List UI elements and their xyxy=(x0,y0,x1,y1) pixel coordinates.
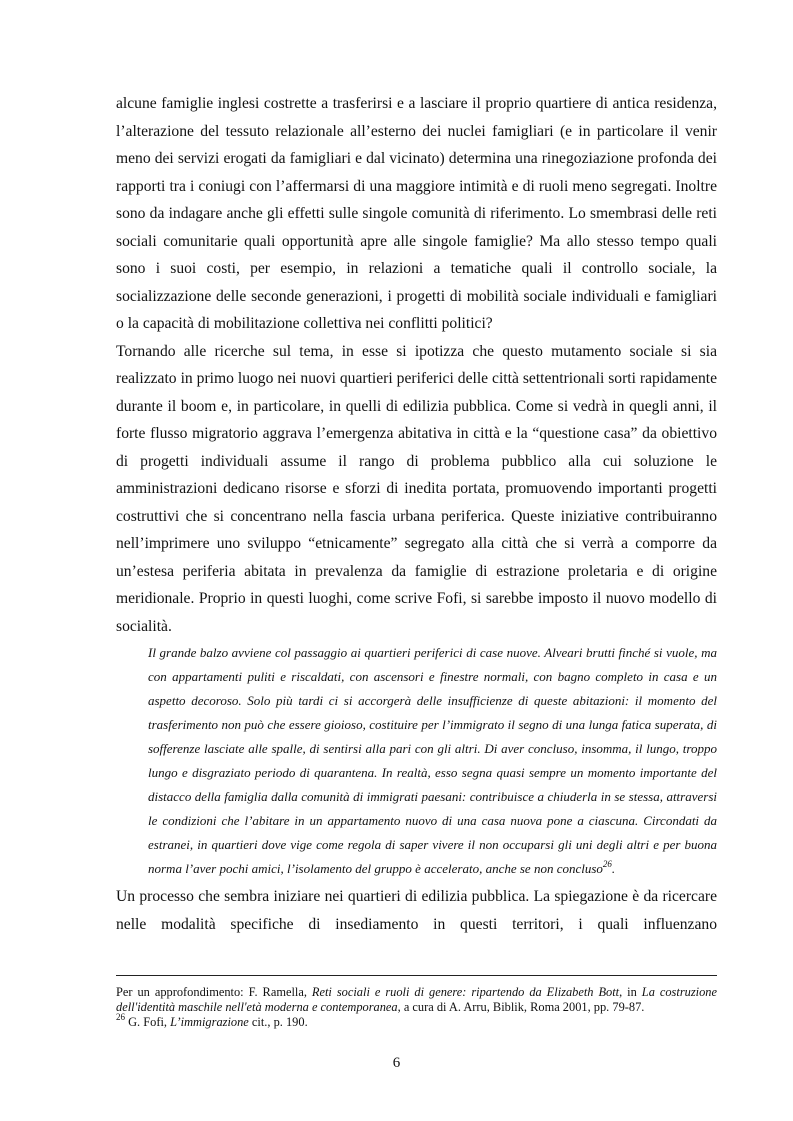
footnote-26-suffix: cit., p. 190. xyxy=(248,1015,308,1029)
footnote-continued-suffix: , a cura di A. Arru, Biblik, Roma 2001, pp. 79-87. xyxy=(397,1000,645,1014)
page-number: 6 xyxy=(392,1055,401,1071)
footnote-ref-26[interactable]: 26 xyxy=(602,859,612,869)
footnote-separator xyxy=(116,975,717,976)
block-quote-text: Il grande balzo avviene col passaggio ai quartieri periferici di case nuove. Alveari brutti finché si vuole, ma con appartamenti puliti e riscaldati, con ascensori e finestre normali, con bagno completo in casa e un aspetto decoroso. Solo più tardi ci si accorgerà delle insufficienze di queste abitazioni: il momento del trasferimento non può che essere gioioso, costituire per l’immigrato il segno di una lunga fatica superata, di sofferenze lasciate alle spalle, di sentirsi alla pari con gli altri. Di aver concluso, insomma, il lungo, troppo lungo e disgraziato periodo di quarantena. In realtà, esso segna quasi sempre un momento importante del distacco della famiglia dalla comunità di immigrati paesani: contribuisce a chiuderla in se stessa, attraversi le condizioni che l’abitare in un appartamento nuovo di una casa nuova pone a ciascuna. Circondati da estranei, in quartieri dove vige come regola di saper vivere il non occuparsi gli uni degli altri e per buona norma l’aver pochi amici, l’isolamento del gruppo è accelerato, anche se non concluso xyxy=(148,645,717,876)
footnotes xyxy=(116,985,717,1030)
footnote-26-number: 26 xyxy=(116,1012,125,1022)
footnote-continued-prefix: Per un approfondimento: F. Ramella, xyxy=(116,985,312,999)
block-quote xyxy=(148,641,717,881)
footnote-26 xyxy=(116,1012,717,1030)
footnote-continued-mid: , in xyxy=(619,985,642,999)
footnote-26-title: L’immigrazione xyxy=(170,1015,249,1029)
block-quote-end: . xyxy=(611,861,616,876)
paragraph-1: alcune famiglie inglesi costrette a trasferirsi e a lasciare il proprio quartiere di antica residenza, l’alterazione del tessuto relazionale all’esterno dei nuclei famigliari (e in particolare il venir meno dei servizi erogati da famigliari e dal vicinato) determina una rinegoziazione profonda dei rapporti tra i coniugi con l’affermarsi di una maggiore intimità e di ruoli meno segregati. Inoltre sono da indagare anche gli effetti sulle singole comunità di riferimento. Lo smembrasi delle reti sociali comunitarie quali opportunità apre alle singole famiglie? Ma allo stesso tempo quali sono i suoi costi, per esempio, in relazioni a tematiche quali il controllo sociale, la socializzazione delle seconde generazioni, i progetti di mobilità sociale individuali e famigliari o la capacità di mobilitazione collettiva nei conflitti politici? xyxy=(116,95,717,332)
footnote-continued xyxy=(116,985,717,1015)
footnote-26-prefix: G. Fofi, xyxy=(125,1015,171,1029)
paragraph-3: Un processo che sembra iniziare nei quartieri di edilizia pubblica. La spiegazione è da ricercare nelle modalità specifiche di insediamento in questi territori, i quali influenzano xyxy=(116,888,717,933)
footnote-continued-title2: La costruzione dell'identità maschile nell'età moderna e contemporanea xyxy=(116,985,717,1014)
paragraph-2: Tornando alle ricerche sul tema, in esse si ipotizza che questo mutamento sociale si sia realizzato in primo luogo nei nuovi quartieri periferici delle città settentrionali sorti rapidamente durante il boom e, in particolare, in quelli di edilizia pubblica. Come si vedrà in quegli anni, il forte flusso migratorio aggrava l’emergenza abitativa in città e la “questione casa” da obiettivo di progetti individuali assume il rango di problema pubblico alla cui soluzione le amministrazioni dedicano risorse e sforzi di inedita portata, promuovendo importanti progetti costruttivi che si concentrano nella fascia urbana periferica. Queste iniziative contribuiranno nell’imprimere uno sviluppo “etnicamente” segregato alla città che si verrà a comporre da un’estesa periferia abitata in prevalenza da famiglie di estrazione proletaria e di origine meridionale. Proprio in questi luoghi, come scrive Fofi, si sarebbe imposto il nuovo modello di socialità. xyxy=(116,342,717,635)
body-text xyxy=(116,90,717,966)
footnote-continued-title1: Reti sociali e ruoli di genere: ripartendo da Elizabeth Bott xyxy=(311,985,620,999)
